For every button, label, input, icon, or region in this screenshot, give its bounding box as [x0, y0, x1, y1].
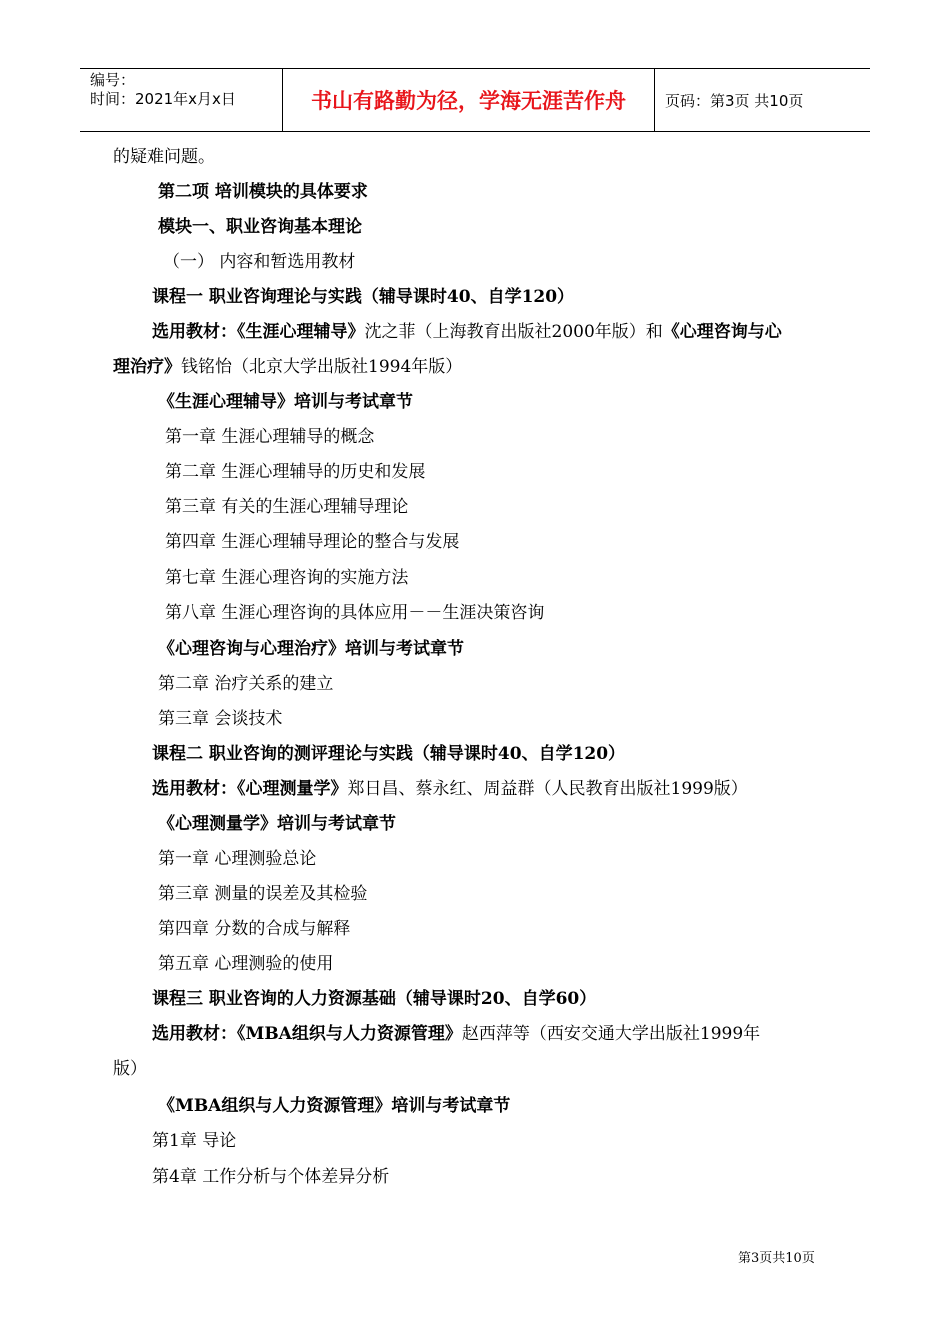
text-line: 第四章 生涯心理辅导理论的整合与发展: [165, 532, 460, 552]
text-segment: 选用教材：《MBA组织与人力资源管理》: [152, 1024, 462, 1044]
text-line: 第1章 导论: [152, 1131, 237, 1151]
text-line: 第八章 生涯心理咨询的具体应用－－生涯决策咨询: [165, 603, 545, 623]
text-line: 版）: [113, 1059, 147, 1079]
text-segment: 沈之菲（上海教育出版社2000年版）和: [364, 322, 663, 342]
text-line: 《生涯心理辅导》培训与考试章节: [158, 392, 413, 412]
text-line: 第二章 治疗关系的建立: [158, 674, 334, 694]
text-line: 第四章 分数的合成与解释: [158, 919, 351, 939]
document-time: 时间：2021年x月x日: [90, 90, 236, 108]
text-line: 第五章 心理测验的使用: [158, 954, 334, 974]
text-segment: 理治疗》: [113, 357, 181, 377]
text-line: 《MBA组织与人力资源管理》培训与考试章节: [158, 1096, 511, 1116]
text-line: 课程二 职业咨询的测评理论与实践（辅导课时40、自学120）: [152, 744, 626, 764]
header-motto: 书山有路勤为径，学海无涯苦作舟: [283, 69, 655, 131]
text-line: 的疑难问题。: [113, 147, 215, 167]
text-line: 模块一、职业咨询基本理论: [158, 217, 362, 237]
text-segment: 钱铭怡（北京大学出版社1994年版）: [181, 357, 463, 377]
header-meta: [80, 69, 283, 131]
text-line: 课程一 职业咨询理论与实践（辅导课时40、自学120）: [152, 287, 575, 307]
text-segment: 《心理咨询与心: [662, 322, 782, 342]
text-line: 第三章 会谈技术: [158, 709, 283, 729]
text-line: [152, 1022, 760, 1046]
text-line: 第二项 培训模块的具体要求: [158, 182, 368, 202]
text-segment: 选用教材：《心理测量学》: [152, 779, 348, 799]
text-segment: 郑日昌、蔡永红、周益群（人民教育出版社1999版）: [347, 779, 748, 799]
text-line: 第一章 生涯心理辅导的概念: [165, 427, 375, 447]
text-line: 《心理咨询与心理治疗》培训与考试章节: [158, 639, 464, 659]
text-segment: 选用教材：《生涯心理辅导》: [152, 322, 365, 342]
text-line: [113, 355, 462, 379]
header-page-number: 页码：第3页 共10页: [665, 91, 804, 110]
text-line: 第4章 工作分析与个体差异分析: [152, 1167, 390, 1187]
text-line: 第一章 心理测验总论: [158, 849, 317, 869]
text-line: 第三章 有关的生涯心理辅导理论: [165, 497, 409, 517]
text-line: 第七章 生涯心理咨询的实施方法: [165, 568, 409, 588]
text-line: 课程三 职业咨询的人力资源基础（辅导课时20、自学60）: [152, 989, 597, 1009]
text-line: 第三章 测量的误差及其检验: [158, 884, 368, 904]
text-line: [152, 320, 782, 344]
text-line: [152, 777, 748, 801]
text-segment: 赵西萍等（西安交通大学出版社1999年: [461, 1024, 761, 1044]
text-line: （一） 内容和暂选用教材: [163, 252, 356, 272]
page-header: [80, 68, 870, 132]
page-footer: 第3页共10页: [738, 1251, 815, 1266]
text-line: 第二章 生涯心理辅导的历史和发展: [165, 462, 426, 482]
document-number: 编号：: [90, 71, 136, 89]
text-line: 《心理测量学》培训与考试章节: [158, 814, 396, 834]
